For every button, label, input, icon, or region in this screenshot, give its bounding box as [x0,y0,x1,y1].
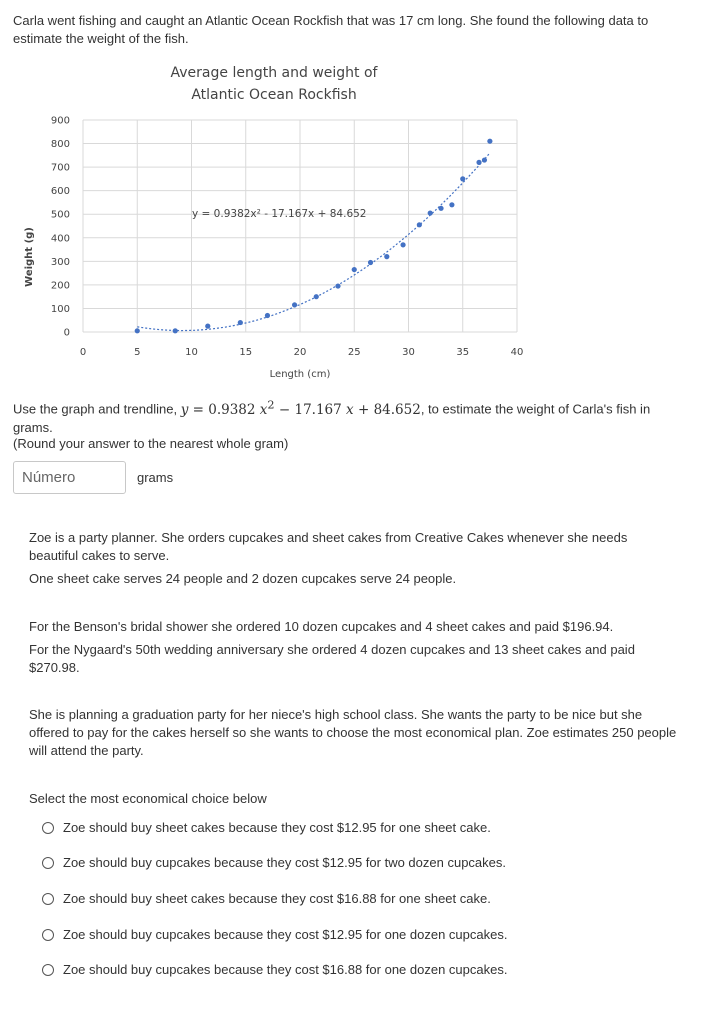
chart-title-line1: Average length and weight of [170,65,378,81]
option-3-label: Zoe should buy sheet cakes because they cost $16.88 for one sheet cake. [63,891,491,906]
problem2-paragraph-5: She is planning a graduation party for her niece's high school class. She wants the party to be nice but she offered to pay for the cakes herself so she wants to choose the most economical plan. Zoe estimates 250 people will attend the party. [29,707,677,758]
data-point [482,157,487,162]
trendline-equation [180,398,421,418]
y-tick-label: 200 [50,280,70,292]
x-tick-label: 20 [293,347,307,358]
x-tick-label: 35 [456,347,470,358]
chart-y-ticks [51,116,70,339]
data-point [292,302,297,307]
radio-button[interactable] [42,857,54,869]
problem1-intro: Carla went fishing and caught an Atlantic Ocean Rockfish that was 17 cm long. She found the following data to estimate the weight of the fish. [13,13,649,46]
chart-xlabel: Length (cm) [269,369,331,380]
eq-x2: x [346,401,354,418]
option-2-label: Zoe should buy cupcakes because they cost $12.95 for two dozen cupcakes. [63,855,506,870]
eq-y: y [180,401,189,418]
eq-equals: = [192,401,204,418]
answer-row [13,461,173,494]
option-5[interactable] [42,962,507,977]
data-point [135,328,140,333]
chart-ylabel: Weight (g) [24,227,35,287]
y-tick-label: 300 [50,256,70,268]
x-tick-label: 5 [134,347,141,358]
chart-trendline [137,153,490,331]
answer-input[interactable] [13,461,126,494]
select-prompt: Select the most economical choice below [29,791,267,806]
option-1[interactable] [42,820,491,835]
option-3[interactable] [42,891,491,906]
eq-minus: − [278,401,291,418]
chart-points [135,139,493,334]
data-point [476,160,481,165]
data-point [352,267,357,272]
chart-title-line2: Atlantic Ocean Rockfish [191,87,357,103]
data-point [265,313,270,318]
data-point [314,294,319,299]
data-point [428,210,433,215]
answer-unit: grams [137,470,174,485]
option-5-label: Zoe should buy cupcakes because they cost $16.88 for one dozen cupcakes. [63,962,508,977]
problem2-paragraph-1: Zoe is a party planner. She orders cupcakes and sheet cakes from Creative Cakes whenever she needs beautiful cakes to serve. [29,530,628,563]
radio-button[interactable] [42,893,54,905]
option-2[interactable] [42,855,506,870]
question-text-after: , to estimate the weight of Carla's fish in grams. [13,401,651,435]
data-point [368,260,373,265]
option-4[interactable] [42,927,507,942]
y-tick-label: 100 [50,303,70,315]
problem2-intro [29,529,679,593]
y-tick-label: 900 [50,115,70,127]
data-point [335,283,340,288]
y-tick-label: 400 [50,233,70,245]
data-point [460,176,465,181]
eq-exponent: 2 [267,398,275,411]
data-point [487,139,492,144]
y-tick-label: 700 [50,162,70,174]
eq-a: 0.9382 [208,401,256,418]
chart-trendline-label: y = 0.9382x² - 17.167x + 84.652 [192,208,367,220]
problem2-paragraph-4: For the Nygaard's 50th wedding anniversary she ordered 4 dozen cupcakes and 13 sheet cakes and paid $270.98. [29,642,635,675]
eq-b: 17.167 [294,401,342,418]
x-tick-label: 15 [239,347,253,358]
data-point [238,320,243,325]
option-1-label: Zoe should buy sheet cakes because they cost $12.95 for one sheet cake. [63,820,491,835]
eq-x1: x [259,401,268,418]
data-point [417,222,422,227]
data-point [384,254,389,259]
data-point [400,242,405,247]
radio-button[interactable] [42,822,54,834]
y-tick-label: 600 [50,186,70,198]
data-point [438,206,443,211]
x-tick-label: 30 [402,347,415,358]
data-point [173,328,178,333]
y-tick-label: 0 [63,327,70,339]
y-tick-label: 800 [50,139,70,151]
rockfish-chart [20,55,540,385]
chart-gridlines [83,120,517,332]
problem2-paragraph-3: For the Benson's bridal shower she ordered 10 dozen cupcakes and 4 sheet cakes and paid $196.94. [29,619,614,634]
chart-x-ticks [80,347,524,358]
question-text-before: Use the graph and trendline, [13,401,178,417]
x-tick-label: 40 [510,347,524,358]
eq-plus: + [357,401,370,418]
problem2-scenario [29,706,679,765]
x-tick-label: 25 [347,347,361,358]
problem2-orders [29,618,679,682]
radio-button[interactable] [42,929,54,941]
data-point [449,202,454,207]
y-tick-label: 500 [50,209,70,221]
problem2-paragraph-2: One sheet cake serves 24 people and 2 dozen cupcakes serve 24 people. [29,571,457,586]
x-tick-label: 10 [185,347,198,358]
x-tick-label: 0 [79,347,87,358]
radio-button[interactable] [42,964,54,976]
option-4-label: Zoe should buy cupcakes because they cost $12.95 for one dozen cupcakes. [63,927,508,942]
problem1-question [13,396,673,437]
round-note: (Round your answer to the nearest whole gram) [13,436,289,451]
eq-c: 84.652 [373,401,421,418]
data-point [205,324,210,329]
